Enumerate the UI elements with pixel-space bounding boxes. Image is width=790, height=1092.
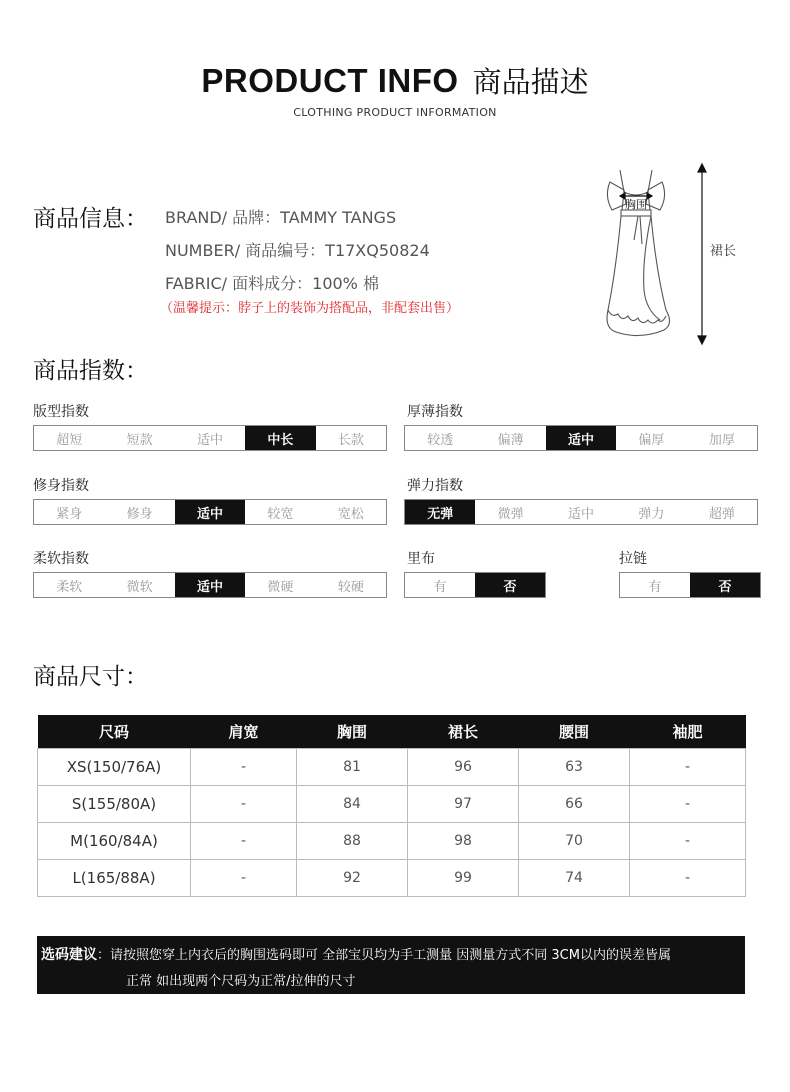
header-shoulder: 肩宽 bbox=[191, 715, 297, 749]
index-option: 否 bbox=[690, 573, 760, 597]
fit-index-bar bbox=[33, 425, 387, 451]
table-cell: 84 bbox=[297, 786, 408, 823]
index-option: 有 bbox=[433, 579, 447, 595]
table-cell: 92 bbox=[297, 860, 408, 897]
size-table bbox=[37, 715, 746, 897]
table-cell: 96 bbox=[408, 749, 519, 786]
index-option: 长款 bbox=[337, 432, 364, 448]
index-option: 否 bbox=[475, 573, 545, 597]
index-option: 适中 bbox=[175, 573, 245, 597]
table-cell: - bbox=[630, 786, 746, 823]
table-row bbox=[38, 860, 746, 897]
table-cell: - bbox=[191, 860, 297, 897]
index-option: 超短 bbox=[56, 432, 83, 448]
fabric-line: FABRIC/ 面料成分：100% 棉 bbox=[165, 274, 379, 293]
table-cell: - bbox=[191, 786, 297, 823]
page-title-zh: 商品描述 bbox=[472, 65, 589, 99]
product-info-label: 商品信息： bbox=[33, 206, 148, 232]
table-cell: - bbox=[191, 823, 297, 860]
index-option: 加厚 bbox=[708, 432, 735, 448]
index-option: 微硬 bbox=[267, 579, 294, 595]
table-cell: - bbox=[630, 823, 746, 860]
thickness-index-bar bbox=[404, 425, 758, 451]
index-option: 无弹 bbox=[405, 500, 475, 524]
index-option: 偏厚 bbox=[638, 432, 665, 448]
table-cell: S(155/80A) bbox=[38, 786, 191, 823]
index-option: 短款 bbox=[126, 432, 153, 448]
index-option: 微弹 bbox=[497, 506, 524, 522]
dress-outline-icon bbox=[607, 170, 670, 336]
table-row bbox=[38, 786, 746, 823]
index-option: 较透 bbox=[427, 432, 454, 448]
index-option: 超弹 bbox=[708, 506, 735, 522]
index-label: 商品指数： bbox=[33, 358, 148, 384]
advice-text-1: ：请按照您穿上内衣后的胸围选码即可 全部宝贝均为手工测量 因测量方式不同 3CM以内的误差皆属 bbox=[97, 948, 671, 963]
index-option: 紧身 bbox=[56, 506, 83, 522]
table-cell: 63 bbox=[519, 749, 630, 786]
softness-index-title: 柔软指数 bbox=[33, 551, 89, 567]
page-title-en: PRODUCT INFO bbox=[201, 62, 459, 99]
fit-index-title: 版型指数 bbox=[33, 404, 89, 420]
index-option: 修身 bbox=[126, 506, 153, 522]
table-cell: - bbox=[630, 860, 746, 897]
softness-index-bar bbox=[33, 572, 387, 598]
table-cell: L(165/88A) bbox=[38, 860, 191, 897]
header-bust: 胸围 bbox=[297, 715, 408, 749]
page-subtitle: CLOTHING PRODUCT INFORMATION bbox=[293, 106, 497, 119]
info-note: （温馨提示：脖子上的装饰为搭配品，非配套出售） bbox=[160, 301, 460, 316]
table-cell: 99 bbox=[408, 860, 519, 897]
thickness-index-title: 厚薄指数 bbox=[407, 404, 463, 420]
table-cell: - bbox=[191, 749, 297, 786]
header-sleeve: 袖肥 bbox=[630, 715, 746, 749]
slim-index-bar bbox=[33, 499, 387, 525]
header-waist: 腰围 bbox=[519, 715, 630, 749]
index-option: 偏薄 bbox=[497, 432, 524, 448]
page-title bbox=[0, 60, 790, 101]
length-label: 裙长 bbox=[710, 244, 737, 259]
table-cell: 66 bbox=[519, 786, 630, 823]
slim-index-title: 修身指数 bbox=[33, 478, 89, 494]
header-length: 裙长 bbox=[408, 715, 519, 749]
number-line: NUMBER/ 商品编号：T17XQ50824 bbox=[165, 241, 430, 260]
elasticity-index-title: 弹力指数 bbox=[407, 478, 463, 494]
index-option: 弹力 bbox=[638, 506, 665, 522]
size-table-header bbox=[38, 715, 746, 749]
brand-line: BRAND/ 品牌：TAMMY TANGS bbox=[165, 208, 397, 227]
advice-line-1 bbox=[41, 944, 671, 964]
index-option: 较宽 bbox=[267, 506, 294, 522]
index-option: 有 bbox=[648, 579, 662, 595]
table-row bbox=[38, 823, 746, 860]
index-option: 适中 bbox=[546, 426, 616, 450]
elasticity-index-bar bbox=[404, 499, 758, 525]
index-option: 较硬 bbox=[337, 579, 364, 595]
advice-line-2: 正常 如出现两个尺码为正常/拉伸的尺寸 bbox=[126, 974, 356, 989]
index-option: 宽松 bbox=[337, 506, 364, 522]
table-cell: 74 bbox=[519, 860, 630, 897]
table-cell: 88 bbox=[297, 823, 408, 860]
zipper-title: 拉链 bbox=[619, 551, 647, 567]
bust-label: 胸围 bbox=[625, 198, 647, 211]
index-option: 中长 bbox=[245, 426, 315, 450]
index-option: 柔软 bbox=[56, 579, 83, 595]
table-cell: - bbox=[630, 749, 746, 786]
lining-bar bbox=[404, 572, 546, 598]
length-arrow-icon bbox=[698, 164, 706, 344]
size-advice-bar bbox=[37, 936, 745, 994]
index-option: 适中 bbox=[197, 432, 224, 448]
table-cell: 70 bbox=[519, 823, 630, 860]
lining-title: 里布 bbox=[407, 551, 435, 567]
table-cell: 98 bbox=[408, 823, 519, 860]
size-label: 商品尺寸： bbox=[33, 664, 148, 690]
index-option: 适中 bbox=[175, 500, 245, 524]
index-option: 适中 bbox=[568, 506, 595, 522]
header-size: 尺码 bbox=[38, 715, 191, 749]
table-cell: 97 bbox=[408, 786, 519, 823]
table-cell: M(160/84A) bbox=[38, 823, 191, 860]
index-option: 微软 bbox=[126, 579, 153, 595]
table-cell: 81 bbox=[297, 749, 408, 786]
zipper-bar bbox=[619, 572, 761, 598]
table-cell: XS(150/76A) bbox=[38, 749, 191, 786]
advice-label: 选码建议 bbox=[41, 947, 97, 963]
table-row bbox=[38, 749, 746, 786]
